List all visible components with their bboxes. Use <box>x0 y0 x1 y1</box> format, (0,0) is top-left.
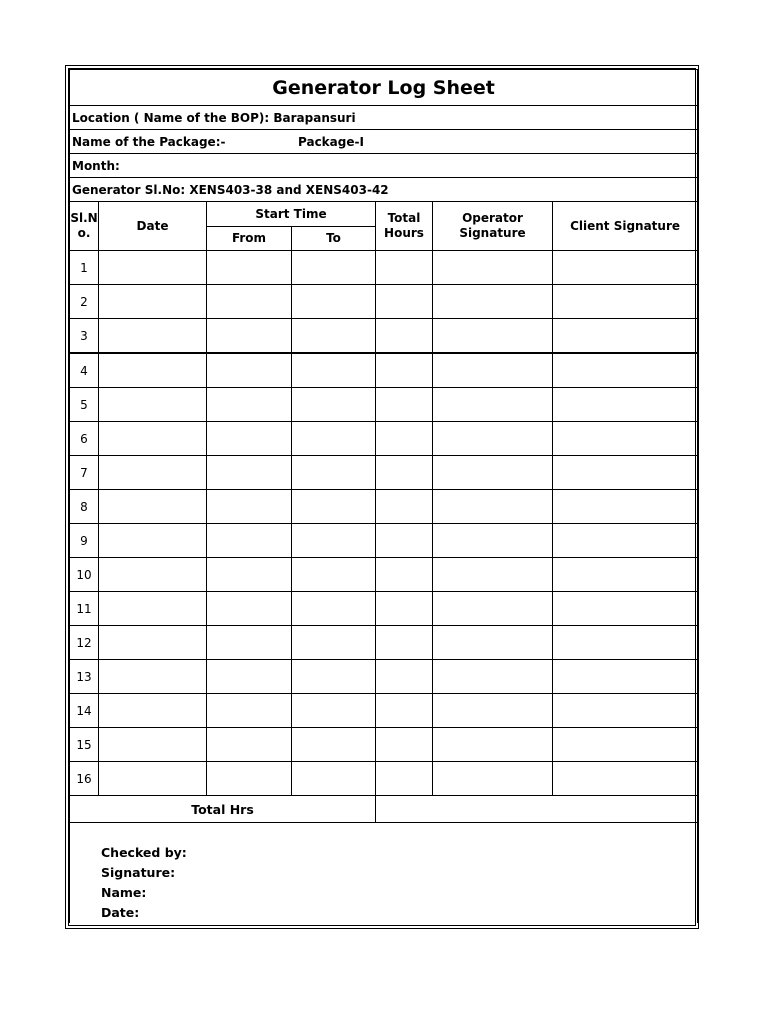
date-cell[interactable] <box>99 728 207 762</box>
sheet-title: Generator Log Sheet <box>70 70 698 106</box>
row-number: 8 <box>70 490 99 524</box>
table-row <box>70 251 698 285</box>
from-cell[interactable] <box>207 456 292 490</box>
from-cell[interactable] <box>207 388 292 422</box>
table-row <box>70 319 698 354</box>
row-number: 16 <box>70 762 99 796</box>
total-hours-cell[interactable] <box>376 660 433 694</box>
to-cell[interactable] <box>292 558 376 592</box>
operator-signature-cell[interactable] <box>433 319 553 354</box>
date-cell[interactable] <box>99 490 207 524</box>
to-cell[interactable] <box>292 251 376 285</box>
package-label: Name of the Package:- <box>72 134 226 149</box>
from-cell[interactable] <box>207 353 292 388</box>
operator-signature-cell[interactable] <box>433 660 553 694</box>
operator-signature-cell[interactable] <box>433 626 553 660</box>
month-field[interactable]: Month: <box>70 154 698 178</box>
table-row <box>70 285 698 319</box>
operator-signature-cell[interactable] <box>433 251 553 285</box>
table-row <box>70 762 698 796</box>
date-cell[interactable] <box>99 456 207 490</box>
row-number: 12 <box>70 626 99 660</box>
total-hours-cell[interactable] <box>376 285 433 319</box>
row-number: 14 <box>70 694 99 728</box>
date-cell[interactable] <box>99 285 207 319</box>
from-cell[interactable] <box>207 660 292 694</box>
from-cell[interactable] <box>207 762 292 796</box>
row-number: 3 <box>70 319 99 354</box>
package-field[interactable] <box>70 130 698 154</box>
operator-signature-cell[interactable] <box>433 694 553 728</box>
signature-label[interactable]: Signature: <box>101 865 176 880</box>
date-cell[interactable] <box>99 694 207 728</box>
date-label[interactable]: Date: <box>101 905 140 920</box>
client-signature-cell[interactable] <box>553 319 698 354</box>
header-from: From <box>207 227 292 251</box>
date-cell[interactable] <box>99 524 207 558</box>
table-row <box>70 626 698 660</box>
total-hours-cell[interactable] <box>376 694 433 728</box>
total-hours-cell[interactable] <box>376 728 433 762</box>
operator-signature-cell[interactable] <box>433 285 553 319</box>
to-cell[interactable] <box>292 422 376 456</box>
from-cell[interactable] <box>207 422 292 456</box>
operator-signature-cell[interactable] <box>433 558 553 592</box>
to-cell[interactable] <box>292 319 376 354</box>
header-to: To <box>292 227 376 251</box>
total-hours-cell[interactable] <box>376 626 433 660</box>
from-cell[interactable] <box>207 592 292 626</box>
client-signature-cell[interactable] <box>553 285 698 319</box>
to-cell[interactable] <box>292 456 376 490</box>
from-cell[interactable] <box>207 694 292 728</box>
client-signature-cell[interactable] <box>553 694 698 728</box>
generator-serial-field[interactable]: Generator Sl.No: XENS403-38 and XENS403-42 <box>70 178 698 202</box>
total-hours-cell[interactable] <box>376 490 433 524</box>
header-slno: Sl.No. <box>70 202 99 251</box>
date-cell[interactable] <box>99 251 207 285</box>
total-hours-cell[interactable] <box>376 592 433 626</box>
total-hrs-label: Total Hrs <box>70 796 376 823</box>
client-signature-cell[interactable] <box>553 592 698 626</box>
table-row <box>70 558 698 592</box>
client-signature-cell[interactable] <box>553 762 698 796</box>
client-signature-cell[interactable] <box>553 456 698 490</box>
operator-signature-cell[interactable] <box>433 388 553 422</box>
table-row <box>70 388 698 422</box>
row-number: 15 <box>70 728 99 762</box>
row-number: 6 <box>70 422 99 456</box>
row-number: 1 <box>70 251 99 285</box>
log-table <box>69 69 698 923</box>
header-total-hours: Total Hours <box>376 202 433 251</box>
client-signature-cell[interactable] <box>553 728 698 762</box>
to-cell[interactable] <box>292 592 376 626</box>
total-hours-cell[interactable] <box>376 558 433 592</box>
client-signature-cell[interactable] <box>553 558 698 592</box>
operator-signature-cell[interactable] <box>433 728 553 762</box>
row-number: 11 <box>70 592 99 626</box>
total-hrs-value[interactable] <box>376 796 698 823</box>
row-number: 5 <box>70 388 99 422</box>
date-cell[interactable] <box>99 422 207 456</box>
to-cell[interactable] <box>292 762 376 796</box>
from-cell[interactable] <box>207 524 292 558</box>
operator-signature-cell[interactable] <box>433 524 553 558</box>
header-date: Date <box>99 202 207 251</box>
header-start-time: Start Time <box>207 202 376 227</box>
location-field[interactable]: Location ( Name of the BOP): Barapansuri <box>70 106 698 130</box>
date-cell[interactable] <box>99 660 207 694</box>
client-signature-cell[interactable] <box>553 660 698 694</box>
operator-signature-cell[interactable] <box>433 456 553 490</box>
log-sheet <box>68 68 696 926</box>
row-number: 10 <box>70 558 99 592</box>
client-signature-cell[interactable] <box>553 353 698 388</box>
to-cell[interactable] <box>292 524 376 558</box>
table-row <box>70 353 698 388</box>
client-signature-cell[interactable] <box>553 388 698 422</box>
table-row <box>70 694 698 728</box>
package-value: Package-I <box>298 134 364 149</box>
table-row <box>70 422 698 456</box>
table-row <box>70 524 698 558</box>
date-cell[interactable] <box>99 388 207 422</box>
from-cell[interactable] <box>207 626 292 660</box>
from-cell[interactable] <box>207 319 292 354</box>
date-cell[interactable] <box>99 592 207 626</box>
row-number: 4 <box>70 353 99 388</box>
date-cell[interactable] <box>99 762 207 796</box>
total-hours-cell[interactable] <box>376 762 433 796</box>
date-cell[interactable] <box>99 353 207 388</box>
client-signature-cell[interactable] <box>553 422 698 456</box>
checked-by-label[interactable]: Checked by: <box>101 845 187 860</box>
header-operator-signature: Operator Signature <box>433 202 553 251</box>
table-row <box>70 592 698 626</box>
to-cell[interactable] <box>292 285 376 319</box>
from-cell[interactable] <box>207 285 292 319</box>
checked-by-section <box>70 823 698 924</box>
total-hours-cell[interactable] <box>376 388 433 422</box>
to-cell[interactable] <box>292 388 376 422</box>
from-cell[interactable] <box>207 558 292 592</box>
operator-signature-cell[interactable] <box>433 422 553 456</box>
date-cell[interactable] <box>99 319 207 354</box>
operator-signature-cell[interactable] <box>433 353 553 388</box>
log-sheet-border <box>65 65 699 929</box>
client-signature-cell[interactable] <box>553 626 698 660</box>
total-hours-cell[interactable] <box>376 422 433 456</box>
client-signature-cell[interactable] <box>553 490 698 524</box>
table-row <box>70 660 698 694</box>
operator-signature-cell[interactable] <box>433 762 553 796</box>
row-number: 7 <box>70 456 99 490</box>
to-cell[interactable] <box>292 626 376 660</box>
header-client-signature: Client Signature <box>553 202 698 251</box>
from-cell[interactable] <box>207 490 292 524</box>
to-cell[interactable] <box>292 660 376 694</box>
to-cell[interactable] <box>292 728 376 762</box>
row-number: 9 <box>70 524 99 558</box>
to-cell[interactable] <box>292 490 376 524</box>
total-hours-cell[interactable] <box>376 456 433 490</box>
row-number: 13 <box>70 660 99 694</box>
name-label[interactable]: Name: <box>101 885 147 900</box>
table-row <box>70 490 698 524</box>
row-number: 2 <box>70 285 99 319</box>
to-cell[interactable] <box>292 353 376 388</box>
from-cell[interactable] <box>207 728 292 762</box>
operator-signature-cell[interactable] <box>433 592 553 626</box>
date-cell[interactable] <box>99 626 207 660</box>
table-row <box>70 456 698 490</box>
total-row <box>70 796 698 823</box>
table-row <box>70 728 698 762</box>
date-cell[interactable] <box>99 558 207 592</box>
total-hours-cell[interactable] <box>376 251 433 285</box>
operator-signature-cell[interactable] <box>433 490 553 524</box>
to-cell[interactable] <box>292 694 376 728</box>
total-hours-cell[interactable] <box>376 319 433 354</box>
client-signature-cell[interactable] <box>553 524 698 558</box>
total-hours-cell[interactable] <box>376 353 433 388</box>
from-cell[interactable] <box>207 251 292 285</box>
total-hours-cell[interactable] <box>376 524 433 558</box>
client-signature-cell[interactable] <box>553 251 698 285</box>
